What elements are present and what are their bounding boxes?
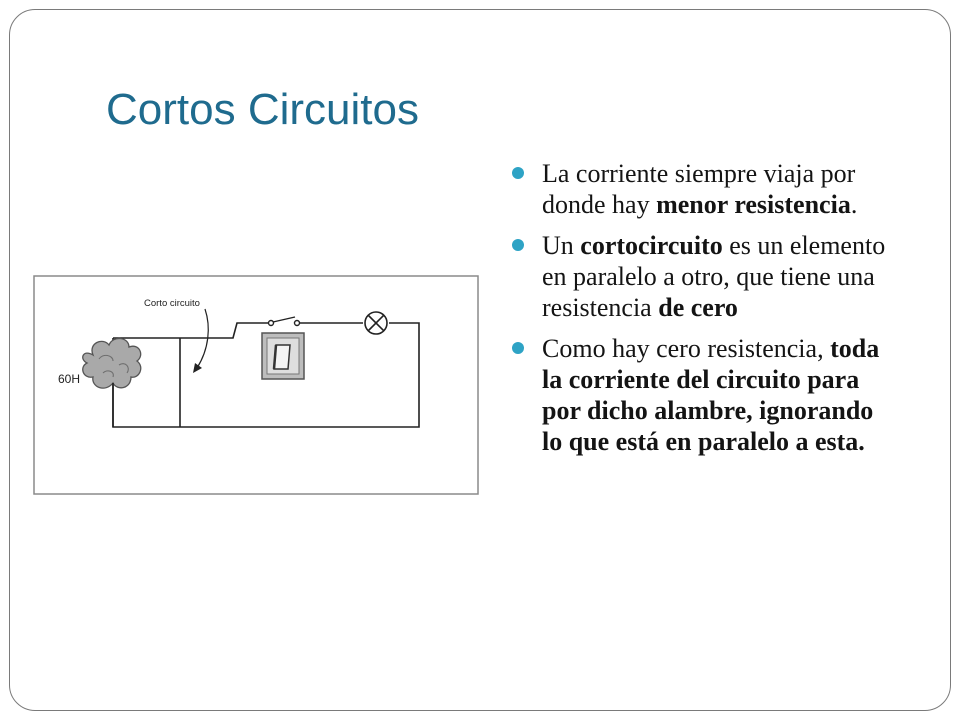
source-label: 60H [58,372,81,386]
circuit-diagram [33,275,479,495]
short-circuit-label: Corto circuito [144,298,200,309]
lamp-icon [365,312,387,334]
bullet-dot [512,167,524,179]
bullet-item: La corriente siempre viaja por donde hay menor resistencia. [510,158,890,220]
bullet-item: Un cortocircuito es un elemento en paralelo a otro, que tiene una resistencia de cero [510,230,890,323]
bullet-dot [512,342,524,354]
bullet-dot [512,239,524,251]
slide-title: Cortos Circuitos [106,85,419,134]
wall-switch-icon [262,333,304,379]
bullet-list [510,158,890,467]
bullet-item: Como hay cero resistencia, toda la corriente del circuito para por dicho alambre, ignorando lo que está en paralelo a esta. [510,333,890,457]
